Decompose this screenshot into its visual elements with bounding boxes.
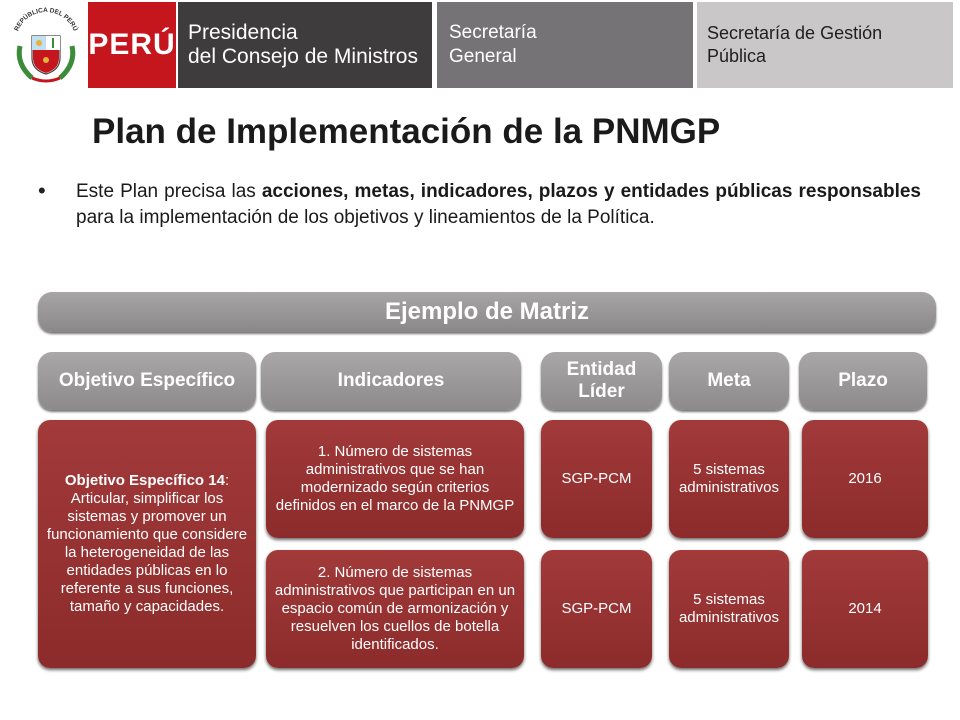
meta-cell: 5 sistemas administrativos — [669, 420, 789, 538]
bullet-icon: • — [38, 178, 46, 203]
header-entidad-line2: Líder — [578, 381, 625, 402]
header-indicadores: Indicadores — [261, 352, 521, 410]
objetivo-text: : Articular, simplificar los sistemas y promover un funcionamiento que considere la heterogeneidad de las entidades públicas en lo referente a sus funciones, tamaño y capacidades. — [46, 472, 248, 615]
header-entidad-lider — [541, 352, 662, 410]
header-objetivo: Objetivo Específico — [38, 352, 256, 410]
svg-text:REPÚBLICA DEL PERÚ — [13, 7, 80, 33]
sg-line2: General — [449, 46, 517, 67]
entidad-cell: SGP-PCM — [541, 420, 652, 538]
sgp-line2: Pública — [707, 46, 767, 66]
objetivo-bold: Objetivo Específico 14 — [64, 472, 225, 489]
crest-text: REPÚBLICA DEL PERÚ — [13, 6, 79, 33]
secretaria-general-block — [437, 2, 693, 88]
pcm-line2: del Consejo de Ministros — [188, 45, 418, 68]
sgp-line1: Secretaría de Gestión — [707, 23, 883, 43]
plazo-cell: 2014 — [802, 550, 928, 668]
header-meta: Meta — [669, 352, 789, 410]
pcm-block — [178, 2, 432, 88]
bullet-bold-text: acciones, metas, indicadores, plazos y entidades públicas responsables — [261, 181, 922, 202]
peru-label: PERÚ — [88, 28, 176, 61]
plazo-cell: 2016 — [802, 420, 928, 538]
indicador-cell: 2. Número de sistemas administrativos que participan en un espacio común de armonización y resuelven los cuellos de botella identificados. — [266, 550, 524, 668]
peru-coat-of-arms-icon — [6, 2, 86, 88]
bullet-text-before: Este Plan precisa las — [76, 181, 262, 202]
peru-brand-block — [88, 2, 176, 88]
sg-line1: Secretaría — [449, 22, 537, 43]
secretaria-gestion-publica-block — [697, 2, 953, 88]
bullet-text-after: para la implementación de los objetivos y lineamientos de la Política. — [76, 207, 655, 228]
objetivo-cell — [38, 420, 256, 668]
entidad-cell: SGP-PCM — [541, 550, 652, 668]
matrix-banner: Ejemplo de Matriz — [38, 292, 936, 332]
page-title: Plan de Implementación de la PNMGP — [92, 112, 721, 151]
pcm-line1: Presidencia — [188, 21, 298, 44]
header-plazo: Plazo — [799, 352, 927, 410]
meta-cell: 5 sistemas administrativos — [669, 550, 789, 668]
header-entidad-line1: Entidad — [566, 359, 637, 380]
indicador-cell: 1. Número de sistemas administrativos que se han modernizado según criterios definidos en el marco de la PNMGP — [266, 420, 524, 538]
bullet-paragraph — [76, 179, 921, 231]
